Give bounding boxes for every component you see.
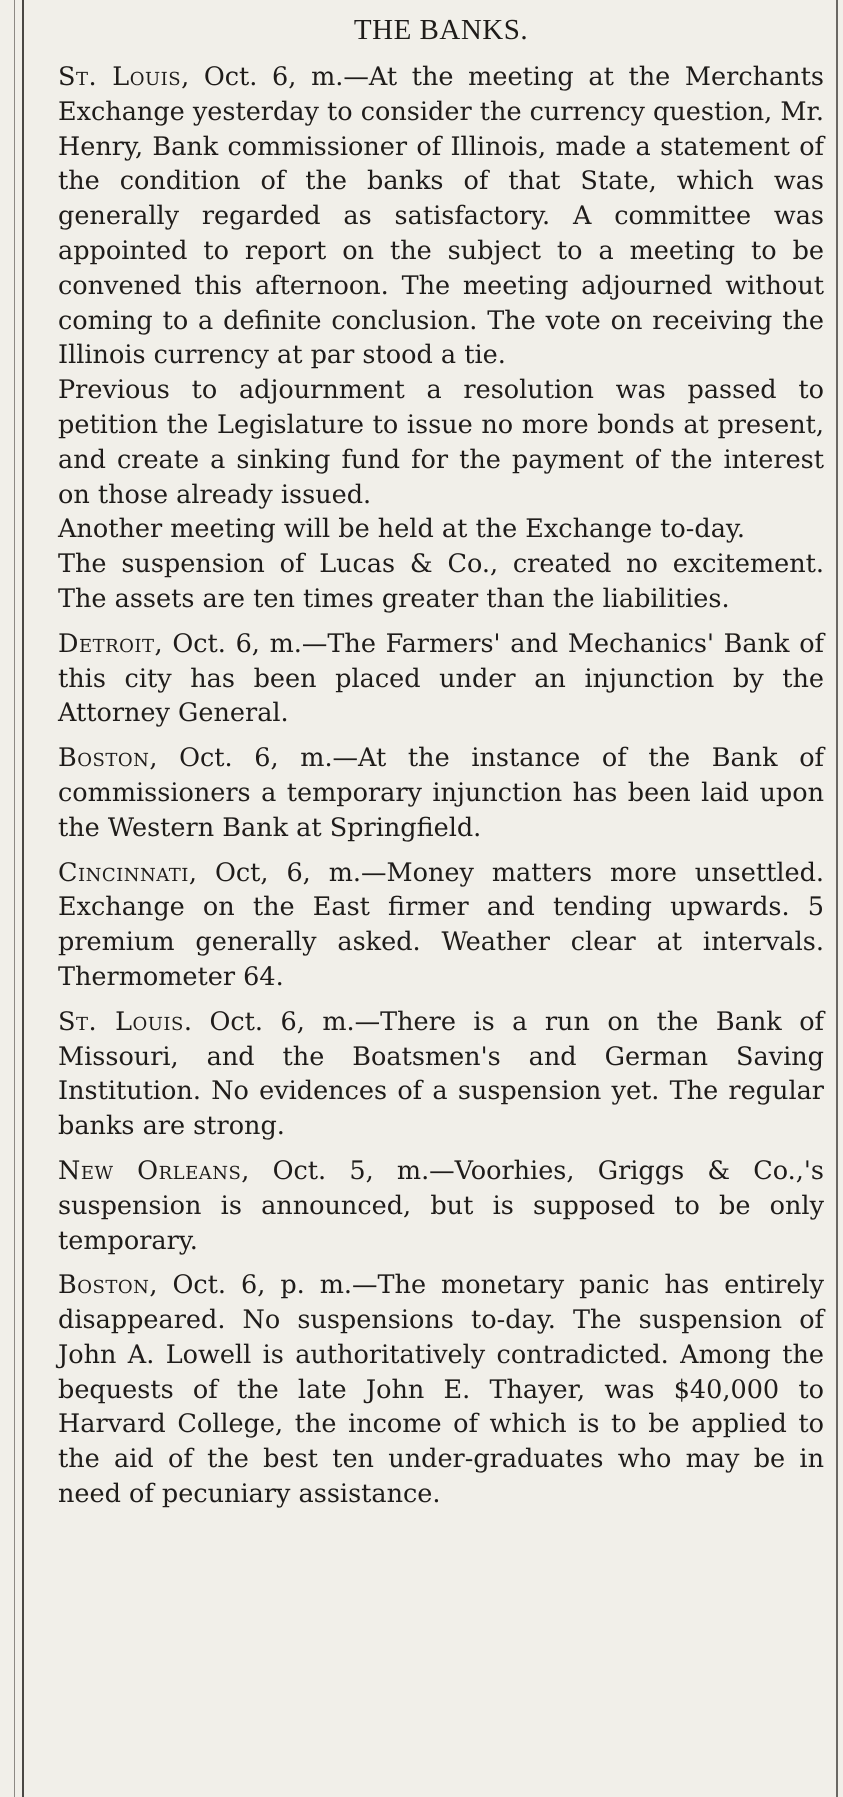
dispatch-boston-1: [58, 741, 824, 845]
dateline: St. Louis: [58, 62, 182, 92]
dispatch-text: , Oct, 6, m.—Money matters more unsettled. Exchange on the East firmer and tending upwards. 5 premium generally asked. Weather clear at intervals. Thermometer 64.: [58, 857, 824, 992]
column-rule-right: [836, 0, 838, 1797]
dispatch-st-louis-2: [58, 1005, 824, 1144]
dispatch-paragraph: [58, 627, 824, 731]
dispatch-paragraph: Previous to adjournment a resolution was passed to petition the Legislature to issue no more bonds at present, and create a sinking fund for the payment of the interest on those already issued.: [58, 375, 824, 510]
column-rule-left: [22, 0, 24, 1797]
dispatch-cincinnati: [58, 856, 824, 995]
column-rule-outer: [14, 0, 15, 1797]
article: [58, 10, 824, 1512]
dispatch-paragraph: [58, 741, 824, 845]
dispatch-new-orleans: [58, 1154, 824, 1258]
dateline: Cincinnati: [58, 857, 189, 888]
dispatch-paragraph: [58, 856, 824, 995]
dispatch-text: , Oct. 6, p. m.—The monetary panic has entirely disappeared. No suspensions to-day. The suspension of John A. Lowell is authoritatively contradicted. Among the bequests of the late John E. Thayer, was $40,000 to Harvard College, the income of which is to be applied to the aid of the best ten under-graduates who may be in need of pecuniary assistance.: [58, 1270, 824, 1510]
dispatch-text: , Oct. 5, m.—Voorhies, Griggs & Co.,'s suspension is announced, but is supposed to be only temporary.: [58, 1155, 824, 1256]
dispatch-paragraph: [58, 1005, 824, 1144]
headline: THE BANKS.: [353, 14, 529, 46]
dateline: Boston: [58, 1270, 150, 1301]
dispatch-paragraph: [58, 1268, 824, 1512]
dispatch-text: . Oct. 6, m.—There is a run on the Bank of Missouri, and the Boatsmen's and German Saving Institution. No evidences of a suspension yet. The regular banks are strong.: [58, 1006, 824, 1142]
dispatch-text: , Oct. 6, m.—The Farmers' and Mechanics' Bank of this city has been placed under an injunction by the Attorney General.: [58, 628, 824, 729]
dispatch-boston-2: [58, 1268, 824, 1512]
dateline: Detroit: [58, 628, 155, 659]
dispatch-text: , Oct. 6, m.—At the instance of the Bank of commissioners a temporary injunction has been laid upon the Western Bank at Springfield.: [58, 743, 824, 843]
dispatch-st-louis-1: [58, 60, 824, 617]
dispatch-text: , Oct. 6, m.—At the meeting at the Merchants Exchange yesterday to consider the currency question, Mr. Henry, Bank commissioner of Illinois, made a statement of the condition of the banks of that State, which was generally regarded as satisfactory. A committee was appointed to report on the subject to a meeting to be convened this afternoon. The meeting adjourned without coming to a definite conclusion. The vote on receiving the Illinois currency at par stood a tie.: [58, 62, 824, 371]
dispatch-paragraph: [58, 1154, 824, 1258]
dispatch-detroit: [58, 627, 824, 731]
dateline: St. Louis: [58, 1006, 184, 1037]
dispatch-paragraph: Another meeting will be held at the Exchange to-day.: [58, 514, 746, 545]
dateline: New Orleans: [58, 1155, 242, 1186]
dispatch-paragraph: [58, 60, 824, 373]
dispatch-paragraph: The suspension of Lucas & Co., created no excitement. The assets are ten times greater than the liabilities.: [58, 549, 824, 614]
dateline: Boston: [58, 743, 150, 774]
